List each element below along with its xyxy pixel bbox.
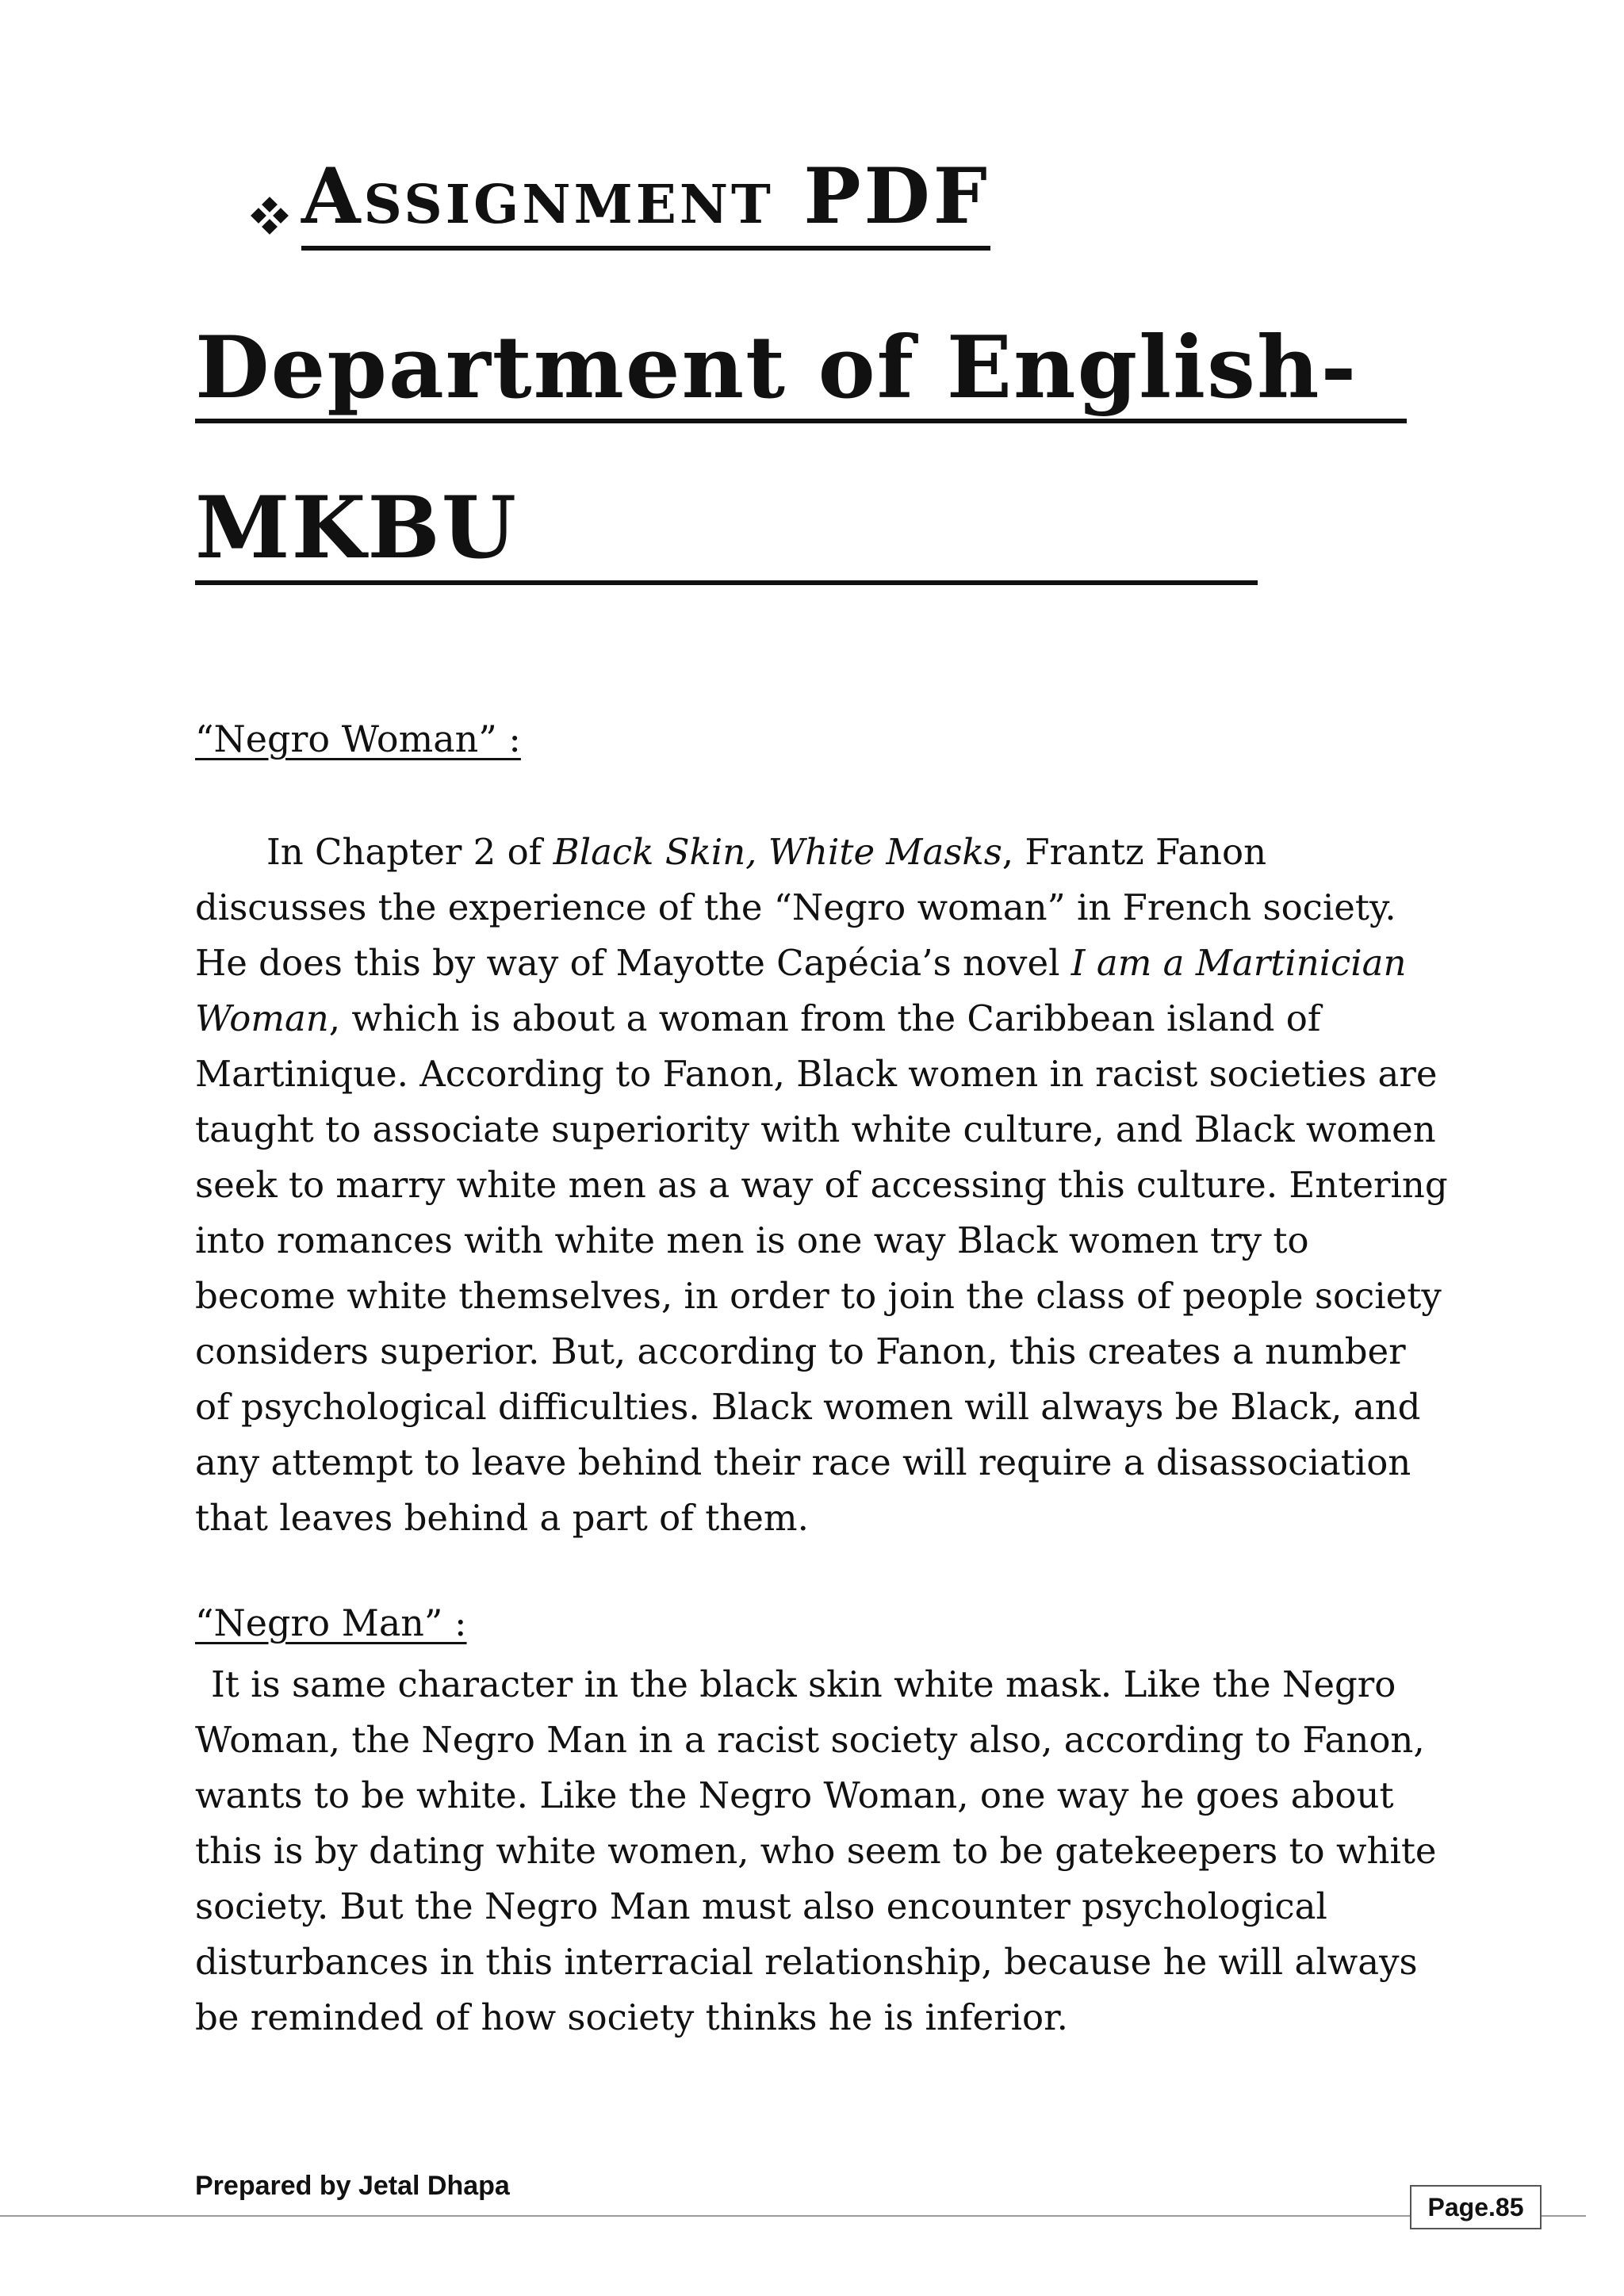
page-number: Page.85: [1410, 2185, 1542, 2229]
footer-divider: [0, 2215, 1586, 2217]
paragraph-text: , which is about a woman from the Caribbean island of Martinique. According to Fanon, Black women in racist societies are taught to associate superiority with white culture, and Black women seek to marry white men as a way of accessing this culture. Entering into romances with white men is one way Black women try to become white themselves, in order to join the class of people society considers superior. But, according to Fanon, this creates a number of psychological difficulties. Black women will always be Black, and any attempt to leave behind their race will require a disassociation that leaves behind a part of them.: [195, 997, 1448, 1539]
section-heading-negro-man: “Negro Man” :: [195, 1601, 467, 1644]
book-title: Black Skin, White Masks: [553, 831, 1002, 873]
paragraph-negro-woman: [195, 825, 1448, 1546]
book-title: I am a Martinician Woman: [195, 942, 1407, 1039]
paragraph-negro-man: [195, 1657, 1448, 2045]
department-title-line2: MKBU: [195, 485, 1258, 585]
paragraph-text: , Frantz Fanon discusses the experience of the “Negro woman” in French society. He does this by way of Mayotte Capécia’s novel: [195, 831, 1396, 984]
department-title: [195, 318, 1407, 585]
paragraph-text: It is same character in the black skin white mask. Like the Negro Woman, the Negro Man in a racist society also, according to Fanon, wants to be white. Like the Negro Woman, one way he goes about this is by dating white women, who seem to be gatekeepers to white society. But the Negro Man must also encounter psychological disturbances in this interracial relationship, because he will always be reminded of how society thinks he is inferior.: [195, 1663, 1437, 2038]
diamond-bullet-icon: [252, 198, 287, 233]
assignment-heading: [252, 151, 990, 251]
department-title-line1: Department of English-: [195, 325, 1407, 423]
section-heading-negro-woman: “Negro Woman” :: [195, 718, 521, 760]
assignment-title: Assignment PDF: [301, 159, 990, 251]
footer-credit: Prepared by Jetal Dhapa: [195, 2171, 510, 2201]
paragraph-text: In Chapter 2 of: [266, 831, 553, 873]
